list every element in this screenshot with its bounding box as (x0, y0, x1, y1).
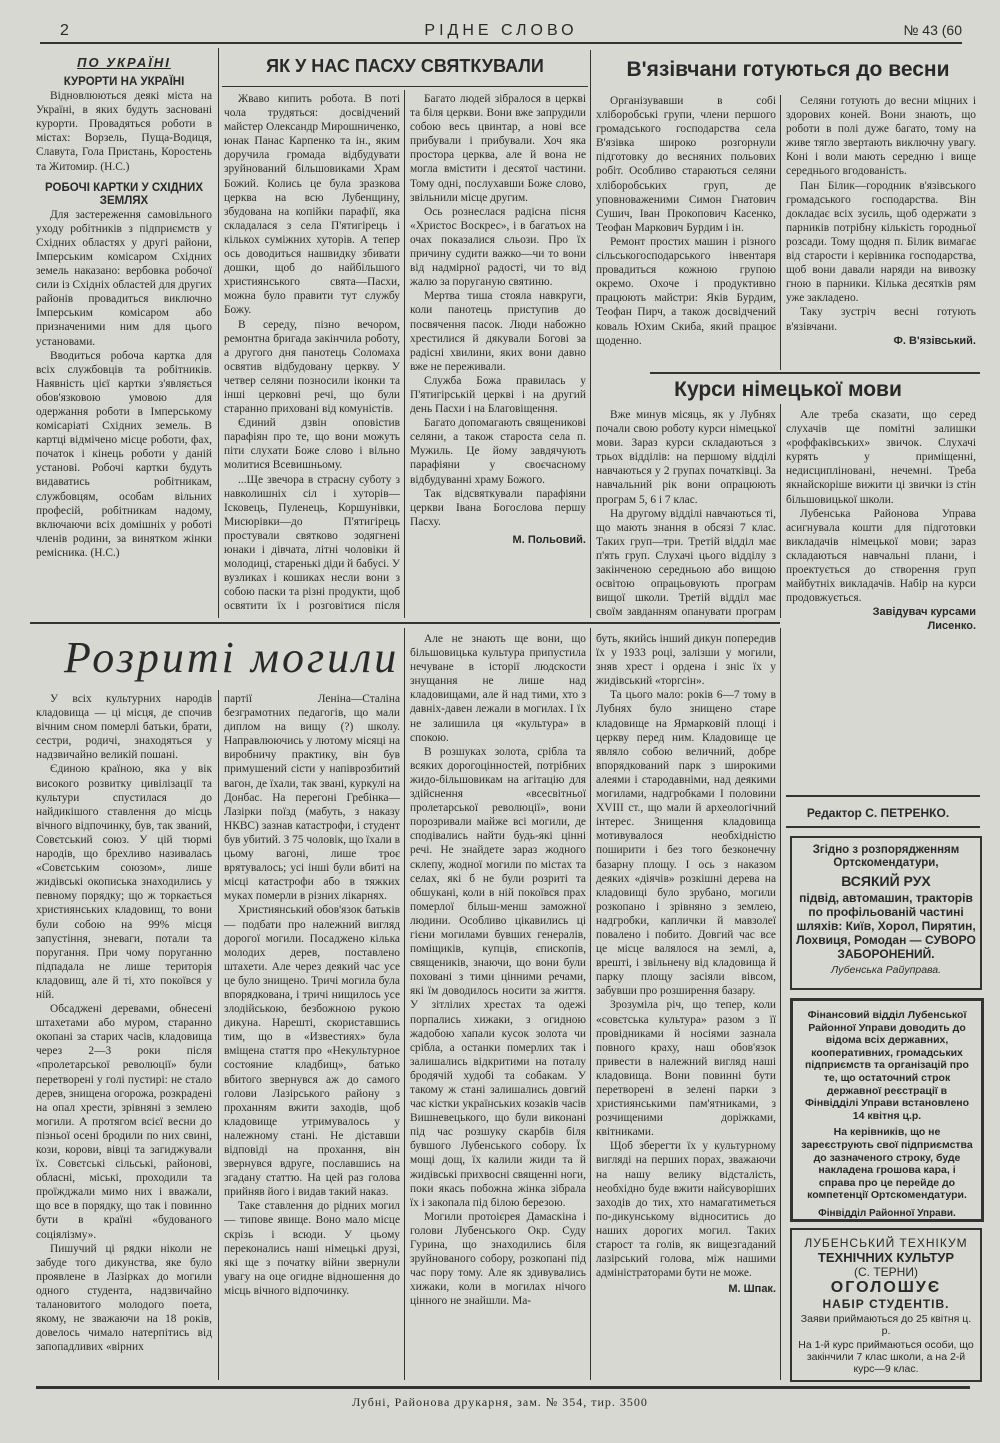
headline-rule (222, 86, 588, 87)
article-text: Єдиний дзвін оповістив парафіян про те, що вони можуть піти слухати Боже слово і вільно молитися Всевишньому. (224, 417, 400, 472)
article-text: партії Леніна—Сталіна безграмотних педагогів, що мали диплом на вищу (?) школу. Направлюючись у лютому місяці на виробничу практику, він був примушений сісти у напіврозбитий вагон, де їхали, так звані, куркулі на Донбас. На перегоні Гребінка—Лазірки поїзд (мабуть, з наказу НКВС) зазнав катастрофи, і студент був убитий. З 75 чоловік, що їхали в цьому вагоні, лише троє врятувалось; усі інші були вбиті на місці катастрофи або в тяжких муках померли в різних лікарнях. (224, 693, 400, 903)
notice-text: підвід, автомашин, тракторів по профільованій частині шляхів: Київ, Хорол, Пирятин, Лохвиця, Ромодан — СУВОРО ЗАБОРОНЕНИЙ. (796, 891, 976, 961)
printer-imprint: Лубні, Районова друкарня, зам. № 354, тир. 3500 (352, 1395, 648, 1409)
article-text: У всіх культурних народів кладовища — ці місця, де спочив вічним сном померлі батьки, брати, сестри, родичі, знаходяться у надзвичайно великій пошані. (36, 693, 212, 762)
page-header (40, 20, 962, 42)
article-headline: КУРОРТИ НА УКРАЇНІ (63, 76, 185, 89)
article-text: Ремонт простих машин і різного сільськогосподарського інвентаря провадиться кожною групою окремо. Охоче і продуктивно працюють майстри: Яків Бурдим, Теофан Пирч, а також досвідчений коваль Юхим Скиба, який працює щоденно. (596, 235, 776, 347)
column-divider (780, 404, 781, 618)
notice-heading: ВСЯКИЙ РУХ (841, 873, 931, 889)
footer-rule (36, 1386, 970, 1389)
article-headline-mohyly: Розриті могили (64, 633, 400, 682)
article-text: Вже минув місяць, як у Лубнях почали свою роботу курси німецької мови. Зараз курси складаються з трьох відділів: на першому відділі навчаються у 2 групах початківці. За навчальний рік вони опрацюють програм 5, 6 і 7 клас. (596, 409, 776, 506)
author-signature: М. Шпак. (728, 1283, 776, 1296)
article-headline-kursy: Курси німецької мови (674, 378, 902, 401)
article-vesna-col1 (596, 94, 776, 370)
article-text: Багато людей зібралося в церкві та біля церкви. Вони вже запрудили собою весь цвинтар, а нові все прибували і прибували. Хоч яка простора церква, але й вона не могла вмістити і десятої частини. Тому одні, послухавши Боже слово, звільнили місце другим. (410, 93, 586, 204)
article-text: В середу, пізно вечором, ремонтна бригада закінчила роботу, а другого дня панотець Соломаха освятив відбудовану церкву. У четвер селяни позносили іконки та інші церковні речі, що були старанно приховані від комуністів. (224, 318, 400, 416)
article-text: Для застереження самовільного уходу робітників з підприємств у Східних областях у другі райони, Імперським комісаром Східних земель наказано: вербовка робочої сили із Східніх областей для других районів провадиться виключно Імперським комісаром або призначеними ним для цього установами. (36, 208, 212, 348)
article-text: Пан Білик—городник в'язівського громадського господарства. Він докладає всіх зусиль, щоб одержати з парників потрібну кількість городньої розсади. Тому щодня п. Білик вимагає від старости і керівника господарства, щоб вони давали наряди на вивозку гною в парники. Кілька десятків рям уже закладено. (786, 179, 976, 305)
column-divider (780, 95, 781, 370)
author-signature: Ф. В'язівський. (893, 334, 976, 347)
notice-heading: ОГОЛОШУЄ (830, 1279, 942, 1296)
notice-text: ЛУБЕНСЬКИЙ ТЕХНІКУМ (804, 1236, 968, 1250)
section-heading: ПО УКРАЇНІ (77, 56, 171, 70)
author-signature: М. Польовий. (512, 533, 586, 546)
notice-traffic-ban (790, 836, 982, 990)
notice-signature: Лубенська Райуправа. (830, 964, 942, 976)
article-pascha-col2 (410, 92, 586, 616)
column-divider (780, 628, 781, 1380)
article-vesna-col2 (786, 94, 976, 370)
column-divider (590, 628, 591, 1380)
notice-text: На керівників, що не зареєструють свої підприємства до зазначеного строку, буде накладена грошова кара, і справа про це перейде до компетенції Ортскомендатури. (801, 1126, 973, 1202)
section-rule (786, 795, 980, 797)
article-kursy-col2 (786, 408, 976, 790)
article-text: Таку зустріч весні готують в'язівчани. (786, 306, 976, 333)
article-text: Вводиться робоча картка для всіх службовців та робітників. Наявність цієї картки з'являється обов'язковою умовою для одержання роботи в Імперському комісаріаті Східних земель. В картці відмічено місце роботи, фах, початок і кінець роботи у даній установі. Робочі картки будуть видаватись робітникам, службовцям, особам вільних професій, робітникам надому, включаючи всіх домішніх у роботі членів родини, за винятком жінки ремісника. (Н.С.) (36, 349, 212, 559)
article-text: Служба Божа правилась у П'ятигірській церкві і на другий день Пасхи і на Благовіщення. (410, 374, 586, 416)
article-text: Жваво кипить робота. В поті чола трудяться: досвідчений майстер Олександр Мирошниченко, юнак Панас Карпенко та ін., яким доручила громада відбудувати зруйнований більшовиками Храм Божий. Колись це була зразкова церква на всю Лубенщину, збудована на копійки парафії, яка складалася з села П'ятигірець і кількох суміжних хуторів. А тепер ось доводиться нашвидку збивати дошки, щоб до найбільшого християнського свята—Пасхи, можна було правити тут службу Божу. (224, 93, 400, 317)
article-headline: РОБОЧІ КАРТКИ У СХІДНИХ ЗЕМЛЯХ (44, 181, 203, 207)
notice-text: (С. ТЕРНИ) (854, 1265, 918, 1279)
article-text: Та цього мало: років 6—7 тому в Лубнях було знищено старе кладовище на Ярмарковій площі і церкву перед ним. Кладовище це являло собою величний, добре впорядкований парк з широкими алеями і стародавніми, над деякими могилами, надгробками І половини XVIII ст., що мали й археологічний інтерес. Знищення кладовища мотивувалося необхідністю поширити і без того безконечну базарну площу. І ось з наказом деяких «діячів» розкішні дерева на кладовищі було зрубано, могили розкопано і зрівняно з землею, надгробки, каплички й мавзолеї повалено і побито. Довгий час все це місце валялося на землі, а, врешті, і звільнену від кладовища й парку площу засіяли вівсом, забувши про розширення базару. (596, 689, 776, 998)
column-divider (218, 48, 219, 618)
article-text: Відновлюються деякі міста на Україні, в яких будуть засновані курорти. Провадяться роботи в містах: Ворзель, Пуща-Водиця, Славута, Гола Пристань, Коростень та Житомир. (Н.С.) (36, 90, 212, 173)
notice-heading: ТЕХНІЧНИХ КУЛЬТУР (817, 1250, 955, 1265)
article-text: Єдиною країною, яка у вік високого розвитку цивілізації та культури спустилася до найдикішого ставлення до місць вічного відпочинку, був, так званий, Совєтський союз. У цій тюрмі народів, що брехливо називалась «Совєтським союзом», лише жидівські окописька знаходились у певному порядку; що ж торкається християнських кладовищ, то вони були собою на 99% місця запустіння, зневаги, потали та поругання. При чому поруганню підпадала не лише територія кладовищ, але й ті, хто покоївся у ній. (36, 763, 212, 1001)
header-rule (40, 42, 962, 44)
issue-number: № 43 (60 (903, 22, 962, 38)
newspaper-title: РІДНЕ СЛОВО (424, 22, 578, 39)
article-text: Обсаджені деревами, обнесені штахетами або муром, старанно окопані за старих часів, кладовища через 2—3 роки після «пролетарської революції» були перетворені у голі пустирі: не стало дерев, знищена огорожа, розкрадені на опал хрести, зрівняні з землею могили. А протягом всієї весни до пізньої осені бродили по них свині, кози, корови, вівці та загиджували їх. Совєтські сільські, районові, обласні, міські, проходили та проїжджали мимо них і вважали, що все в порядку, що так і повинно бути в країні «будованого соціялізму». (36, 1003, 212, 1241)
article-text: Мертва тиша стояла навкруги, коли панотець приступив до посвячення пасок. Люди набожно хрестилися й дякували Богові за радісні хвилини, яких вони давно вже не переживали. (410, 290, 586, 373)
column-divider (218, 690, 219, 1380)
notice-text: Фінансовий відділ Лубенської Районної Управи доводить до відома всіх державних, кооперативних, громадських підприємств та організацій про те, що остаточний строк державної реєстрації в Фінвідділі Управи встановлено 14 квітня ц.р. (804, 1009, 970, 1122)
article-text: Але не знають ще вони, що більшовицька культура припустила нечуване в історії людскости знущання не лише над кладовищами, але й над тими, хто з давніх-давен лежали в могилах. І їх не залишила ця «культура» в спокою. (410, 633, 586, 744)
article-kursy-col1 (596, 408, 776, 620)
article-text: Багато допомагають священикові селяни, а також староста села п. Мужиль. Це йому завдячують парафіяни у своєчасному відбудуванні храму Божого. (410, 417, 586, 486)
page-number: 2 (60, 22, 69, 39)
article-headline-pascha: ЯК У НАС ПАСХУ СВЯТКУВАЛИ (266, 56, 544, 76)
article-mohyly-col4 (596, 632, 776, 1380)
notice-technikum-admission (790, 1228, 982, 1382)
article-text: Зрозуміла річ, що тепер, коли «совєтська культура» разом з її провідниками й носіями зазнала повного краху, наш обов'язок привести в належний вигляд наші кладовища. Вони повинні бути перетворені в зелені парки з християнськими пам'ятниками, з розчищеними доріжками, квітниками. (596, 999, 776, 1139)
column-ukraine (36, 56, 212, 622)
article-mohyly-col1 (36, 692, 212, 1380)
notice-finance-registration (790, 998, 984, 1222)
article-text: Селяни готують до весни міцних і здорових коней. Вони знають, що роботи в полі дуже багато, тому на живе тягло звертають виключну увагу. Коні і воли мають середню і вище середнього вгодованість. (786, 95, 976, 178)
notice-text: Згідно з розпорядженням Ортскомендатури, (812, 844, 960, 869)
article-text: ...Ще звечора в страсну суботу з навколишніх сіл і хуторів—Ісковець, Пуленець, Коршунівки, Мисюрівки—до П'ятигірець простували святково зодягнені юнаки і дівчата, літні чоловіки й молодиці, старенькі діди й бабусі. У вузликах і кошиках несли вони з собою паски та різні продукти, щоб освятити їх і розговітися після (224, 473, 400, 613)
article-text: Християнський обов'язок батьків — подбати про належний вигляд дорогої могили. Посаджено кілька молодих дерев, поставлено штахети. Але через деякий час усе це було знищено. Тричі могила була впорядкована, і тричі нищилось усе злодійською, безбожною рукою дикуна. Нарешті, скориставшись тим, що в «Известиях» була вміщена стаття про «Некультурное состояние кладбищ», батько вбитого звернувся аж до самого голови Лазірського району з проханням вжити заходів, щоб кладовище утримувалось у належному стані. Не діставши відповіді на прохання, він звернувся вдруге, пославшись на згадану статтю. На цей раз голова прийняв його і видав такий наказ. (224, 904, 400, 1199)
notice-heading: НАБІР СТУДЕНТІВ. (822, 1297, 950, 1311)
section-rule (30, 622, 780, 624)
notice-signature: Фінвідділ Районної Управи. (818, 1207, 956, 1219)
author-signature: Завідувач курсами (872, 606, 976, 619)
article-mohyly-col3 (410, 632, 586, 1380)
section-rule (786, 826, 980, 828)
column-divider (404, 90, 405, 618)
article-pascha-col1 (224, 92, 400, 616)
column-divider (404, 628, 405, 1380)
article-text: Могили протоієрея Дамаскіна і голови Лубенського Окр. Суду Гурина, що знаходились біля зруйнованого собору, розкопані під час пору тому. Але як здивувались хижаки, коли в могилах нічого цінного не знайшли. Ма- (410, 1210, 586, 1308)
article-text: Так відсвяткували парафіяни церкви Івана Богослова першу Пасху. (410, 487, 586, 528)
editor-line: Редактор С. ПЕТРЕНКО. (806, 806, 950, 820)
section-rule (650, 372, 980, 374)
article-mohyly-col2 (224, 692, 400, 1380)
article-text: Ось рознеслася радісна пісня «Христос Воскрес», і в багатьох на очах показалися сльози. Про їх причину судити важко—чи то вони від надмірної радості, чи то від жалю за поруганую святиню. (410, 205, 586, 289)
article-text: буть, якийсь інший дикун попередив їх у 1933 році, залізши у могили, зняв хрест і ордена і зніс їх у жидівський «торгсін». (596, 633, 776, 688)
article-text: Але треба сказати, що серед слухачів ще помітні залишки «роффаківських» звичок. Слухачі курять у приміщенні, недисципліновані, нечемні. Треба якнайскоріше вижити ці звички із стін більшовицької школи. (786, 409, 976, 506)
article-text: Таке ставлення до рідних могил — типове явище. Воно мало місце скрізь і всюди. У цьому переконались наші німецькі друзі, які ще з початку війни звернули увагу на оце огидне відношення до місць вічного відпочинку. (224, 1200, 400, 1297)
article-text: На другому відділі навчаються ті, що мають знання в обсязі 7 клас. Таких груп—три. Третій відділ має п'ять груп. Слухачі цього відділу з закінченою середньою або вищою освітою опрацьовують програм вищої школи. Третій відділ має своїм завданням опанувати програм (596, 507, 776, 619)
article-text: Лубенська Районова Управа асигнувала кошти для підготовки викладачів німецької мови; зараз складаються навчальні плани, і проектується до створення груп майбутніх викладачів. Набір на курси продовжується. (786, 507, 976, 605)
notice-text: На 1-й курс приймаються особи, що закінчили 7 клас школи, а на 2-й курс—9 клас. (798, 1339, 974, 1375)
article-headline-vesna: В'язівчани готуються до весни (626, 58, 950, 81)
article-text: Щоб зберегти їх у культурному вигляді на перших порах, зважаючи на нашу велику відсталість, необхідно буде вжити найсуворіших заходів до тих, хто намагатиметься по-дикунському відноситись до наших дорогих могил. Таких старост та голів, як вищезгаданий лазірський голова, між нашими адміністраторами бути не може. (596, 1140, 776, 1280)
column-divider (590, 50, 591, 618)
article-text: Пишучий ці рядки ніколи не забуде того дикунства, яке було проявлене в Лазірках до могили одного студента, надзвичайно талановитого молодого поета, якому, не зважаючи на 18 років, довелось чимало натерпітись від запопадливих «вірних (36, 1242, 212, 1354)
article-text: В розшуках золота, срібла та всяких дорогоцінностей, потрібних жидо-більшовикам на агітацію для здійснення «всесвітньої пролетарської революції», вони порозривали майже всі могили, де сподівались найти будь-які цінні речі. Не знайдете зараз жодного склепу, жодної могили по містах та селах, які б не були розриті та обшукані, коли в ній покоївся прах померлої більш-менш заможної людини. Особливо цікавились ці гієни могилами бувших генералів, поміщиків, купців, єпископів, священиків, знаючи, що вони були поховані з тими цінними речами, які їм доводилось носити за життя. У зітлілих хрестах та одежі порпались хижаки, з огидною жадобою хапали кусок золота чи срібла, а останки померлих так і залишались відкритими на поталу бродячій худобі та собакам. У такому ж стані залишались довгий час кістки українських козаків часів Вишневецького, що були виконані під час розшуку скарбів біля бувшого Лубенського собору. Їх мощі дощ, їх калили жиди та й жидівські прихвосні священні ноги, поки якась побожна жінка зібрала їх і закопала під білою березою. (410, 745, 586, 1209)
article-text: Організувавши в собі хліборобські групи, члени першого громадського господарства села В'язівка широко розгорнули підготовку до весняних польових робіт. Особливо стараються селяни хліборобських груп, де уповноваженими Симон Гнатович Сушич, Іван Прокопович Касенко, Теофан Маркович Бурдим і ін. (596, 95, 776, 234)
notice-text: Заяви приймаються до 25 квітня ц. р. (800, 1313, 972, 1337)
author-signature: Лисенко. (927, 620, 976, 633)
